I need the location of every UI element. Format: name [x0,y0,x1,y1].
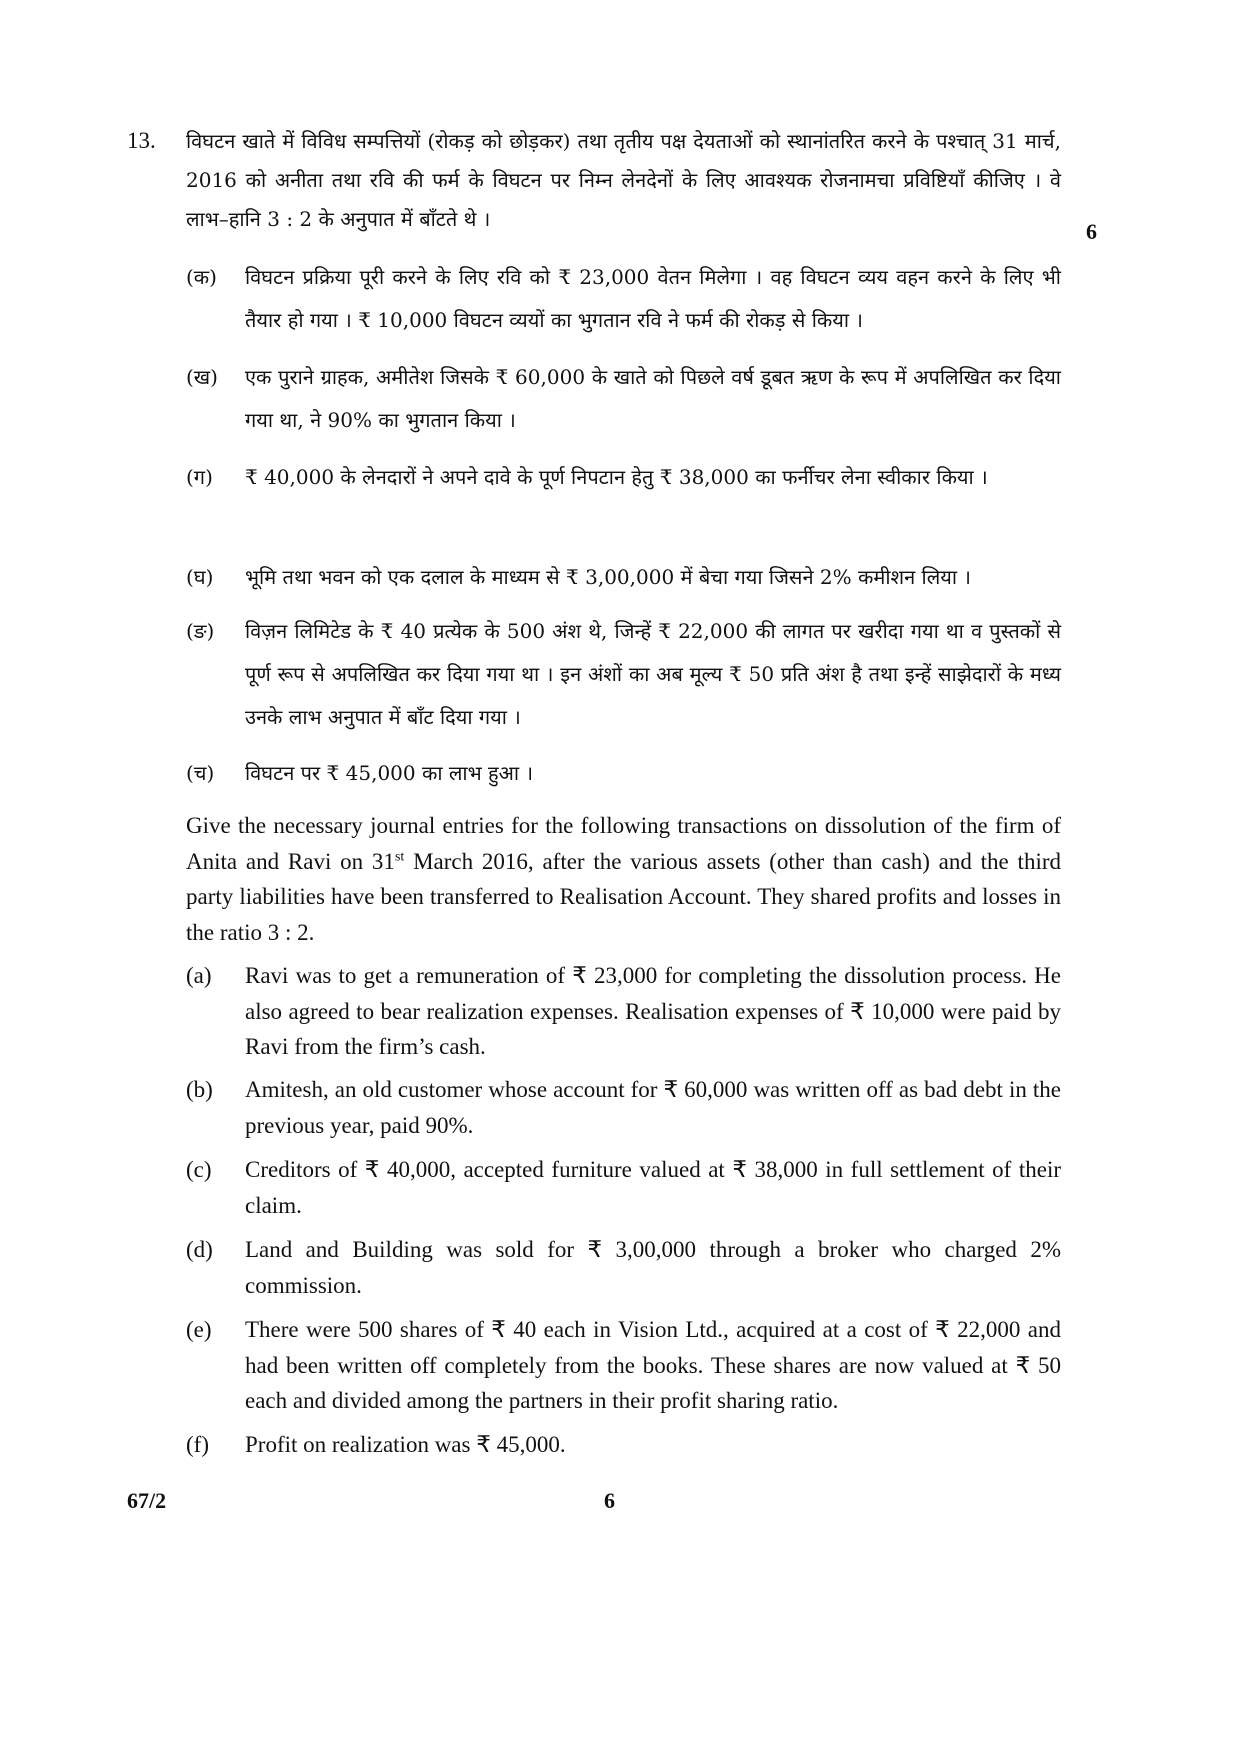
item-text: विघटन पर ₹ 45,000 का लाभ हुआ । [245,761,534,785]
item-label: (घ) [186,565,214,589]
item-text: एक पुराने ग्राहक, अमीतेश जिसके ₹ 60,000 के खाते को पिछले वर्ष डूबत ऋण के रूप में अपलिखित कर दिया गया था, ने 90% का भुगतान किया । [245,365,1061,432]
item-label: (a) [186,963,212,988]
item-label: (c) [186,1157,212,1182]
english-item-d [186,1232,1061,1303]
item-text: Land and Building was sold for ₹ 3,00,000 through a broker who charged 2% commission. [245,1237,1061,1298]
english-item-b [186,1072,1061,1143]
item-label: (ख) [186,365,218,389]
item-label: (क) [186,265,217,289]
item-text: Ravi was to get a remuneration of ₹ 23,000 for completing the dissolution process. He also agreed to bear realization expenses. Realisation expenses of ₹ 10,000 were paid by Ravi from the firm’s cash. [245,963,1061,1059]
item-text: Profit on realization was ₹ 45,000. [245,1432,566,1457]
hindi-item-gha [186,556,1061,599]
question-marks: 6 [1086,219,1097,244]
item-text: भूमि तथा भवन को एक दलाल के माध्यम से ₹ 3,00,000 में बेचा गया जिसने 2% कमीशन लिया । [245,565,972,589]
item-label: (ङ) [186,619,215,643]
item-label: (d) [186,1237,213,1262]
english-item-e [186,1312,1061,1419]
english-item-c [186,1152,1061,1223]
item-text: There were 500 shares of ₹ 40 each in Vision Ltd., acquired at a cost of ₹ 22,000 and had been written off completely from the books. These shares are now valued at ₹ 50 each and divided among the partners in their profit sharing ratio. [245,1317,1061,1413]
item-text: ₹ 40,000 के लेनदारों ने अपने दावे के पूर्ण निपटान हेतु ₹ 38,000 का फर्नीचर लेना स्वीकार किया । [245,465,988,489]
paper-code: 67/2 [127,1488,167,1513]
hindi-item-nga [186,610,1061,739]
english-item-a [186,958,1061,1065]
page-number: 6 [604,1488,615,1513]
english-item-f [186,1427,1061,1463]
english-intro-part-a: Give the necessary journal entries for the following transactions on dissolution of the firm of Anita and Ravi on 31 [186,813,1061,874]
hindi-item-kha [186,356,1061,442]
hindi-question-intro: विघटन खाते में विविध सम्पत्तियों (रोकड़ को छोड़कर) तथा तृतीय पक्ष देयताओं को स्थानांतरित करने के पश्चात् 31 मार्च, 2016 को अनीता तथा रवि की फर्म के विघटन पर निम्न लेनदेनों के लिए आवश्यक रोजनामचा प्रविष्टियाँ कीजिए । वे लाभ–हानि 3 : 2 के अनुपात में बाँटते थे । [186,129,1061,231]
item-text: विघटन प्रक्रिया पूरी करने के लिए रवि को ₹ 23,000 वेतन मिलेगा । वह विघटन व्यय वहन करने के लिए भी तैयार हो गया । ₹ 10,000 विघटन व्ययों का भुगतान रवि ने फर्म की रोकड़ से किया । [245,265,1061,332]
hindi-item-cha [186,752,1061,795]
item-label: (ग) [186,465,213,489]
item-label: (e) [186,1317,212,1342]
item-text: Creditors of ₹ 40,000, accepted furniture valued at ₹ 38,000 in full settlement of their claim. [245,1157,1061,1218]
item-label: (च) [186,761,215,785]
english-intro-ordinal: st [394,848,405,864]
item-text: विज़न लिमिटेड के ₹ 40 प्रत्येक के 500 अंश थे, जिन्हें ₹ 22,000 की लागत पर खरीदा गया था व पुस्तकों से पूर्ण रूप से अपलिखित कर दिया गया था । इन अंशों का अब मूल्य ₹ 50 प्रति अंश है तथा इन्हें साझेदारों के मध्य उनके लाभ अनुपात में बाँट दिया गया । [245,619,1061,729]
item-label: (f) [186,1432,209,1457]
item-text: Amitesh, an old customer whose account for ₹ 60,000 was written off as bad debt in the previous year, paid 90%. [245,1077,1061,1138]
english-question-intro [186,808,1061,950]
question-number: 13. [127,128,156,153]
hindi-item-ka [186,256,1061,342]
hindi-item-ga [186,456,1061,499]
english-intro-part-b: March 2016, after the various assets (other than cash) and the third party liabilities have been transferred to Realisation Account. They shared profits and losses in the ratio 3 : 2. [186,848,1061,945]
item-label: (b) [186,1077,213,1102]
